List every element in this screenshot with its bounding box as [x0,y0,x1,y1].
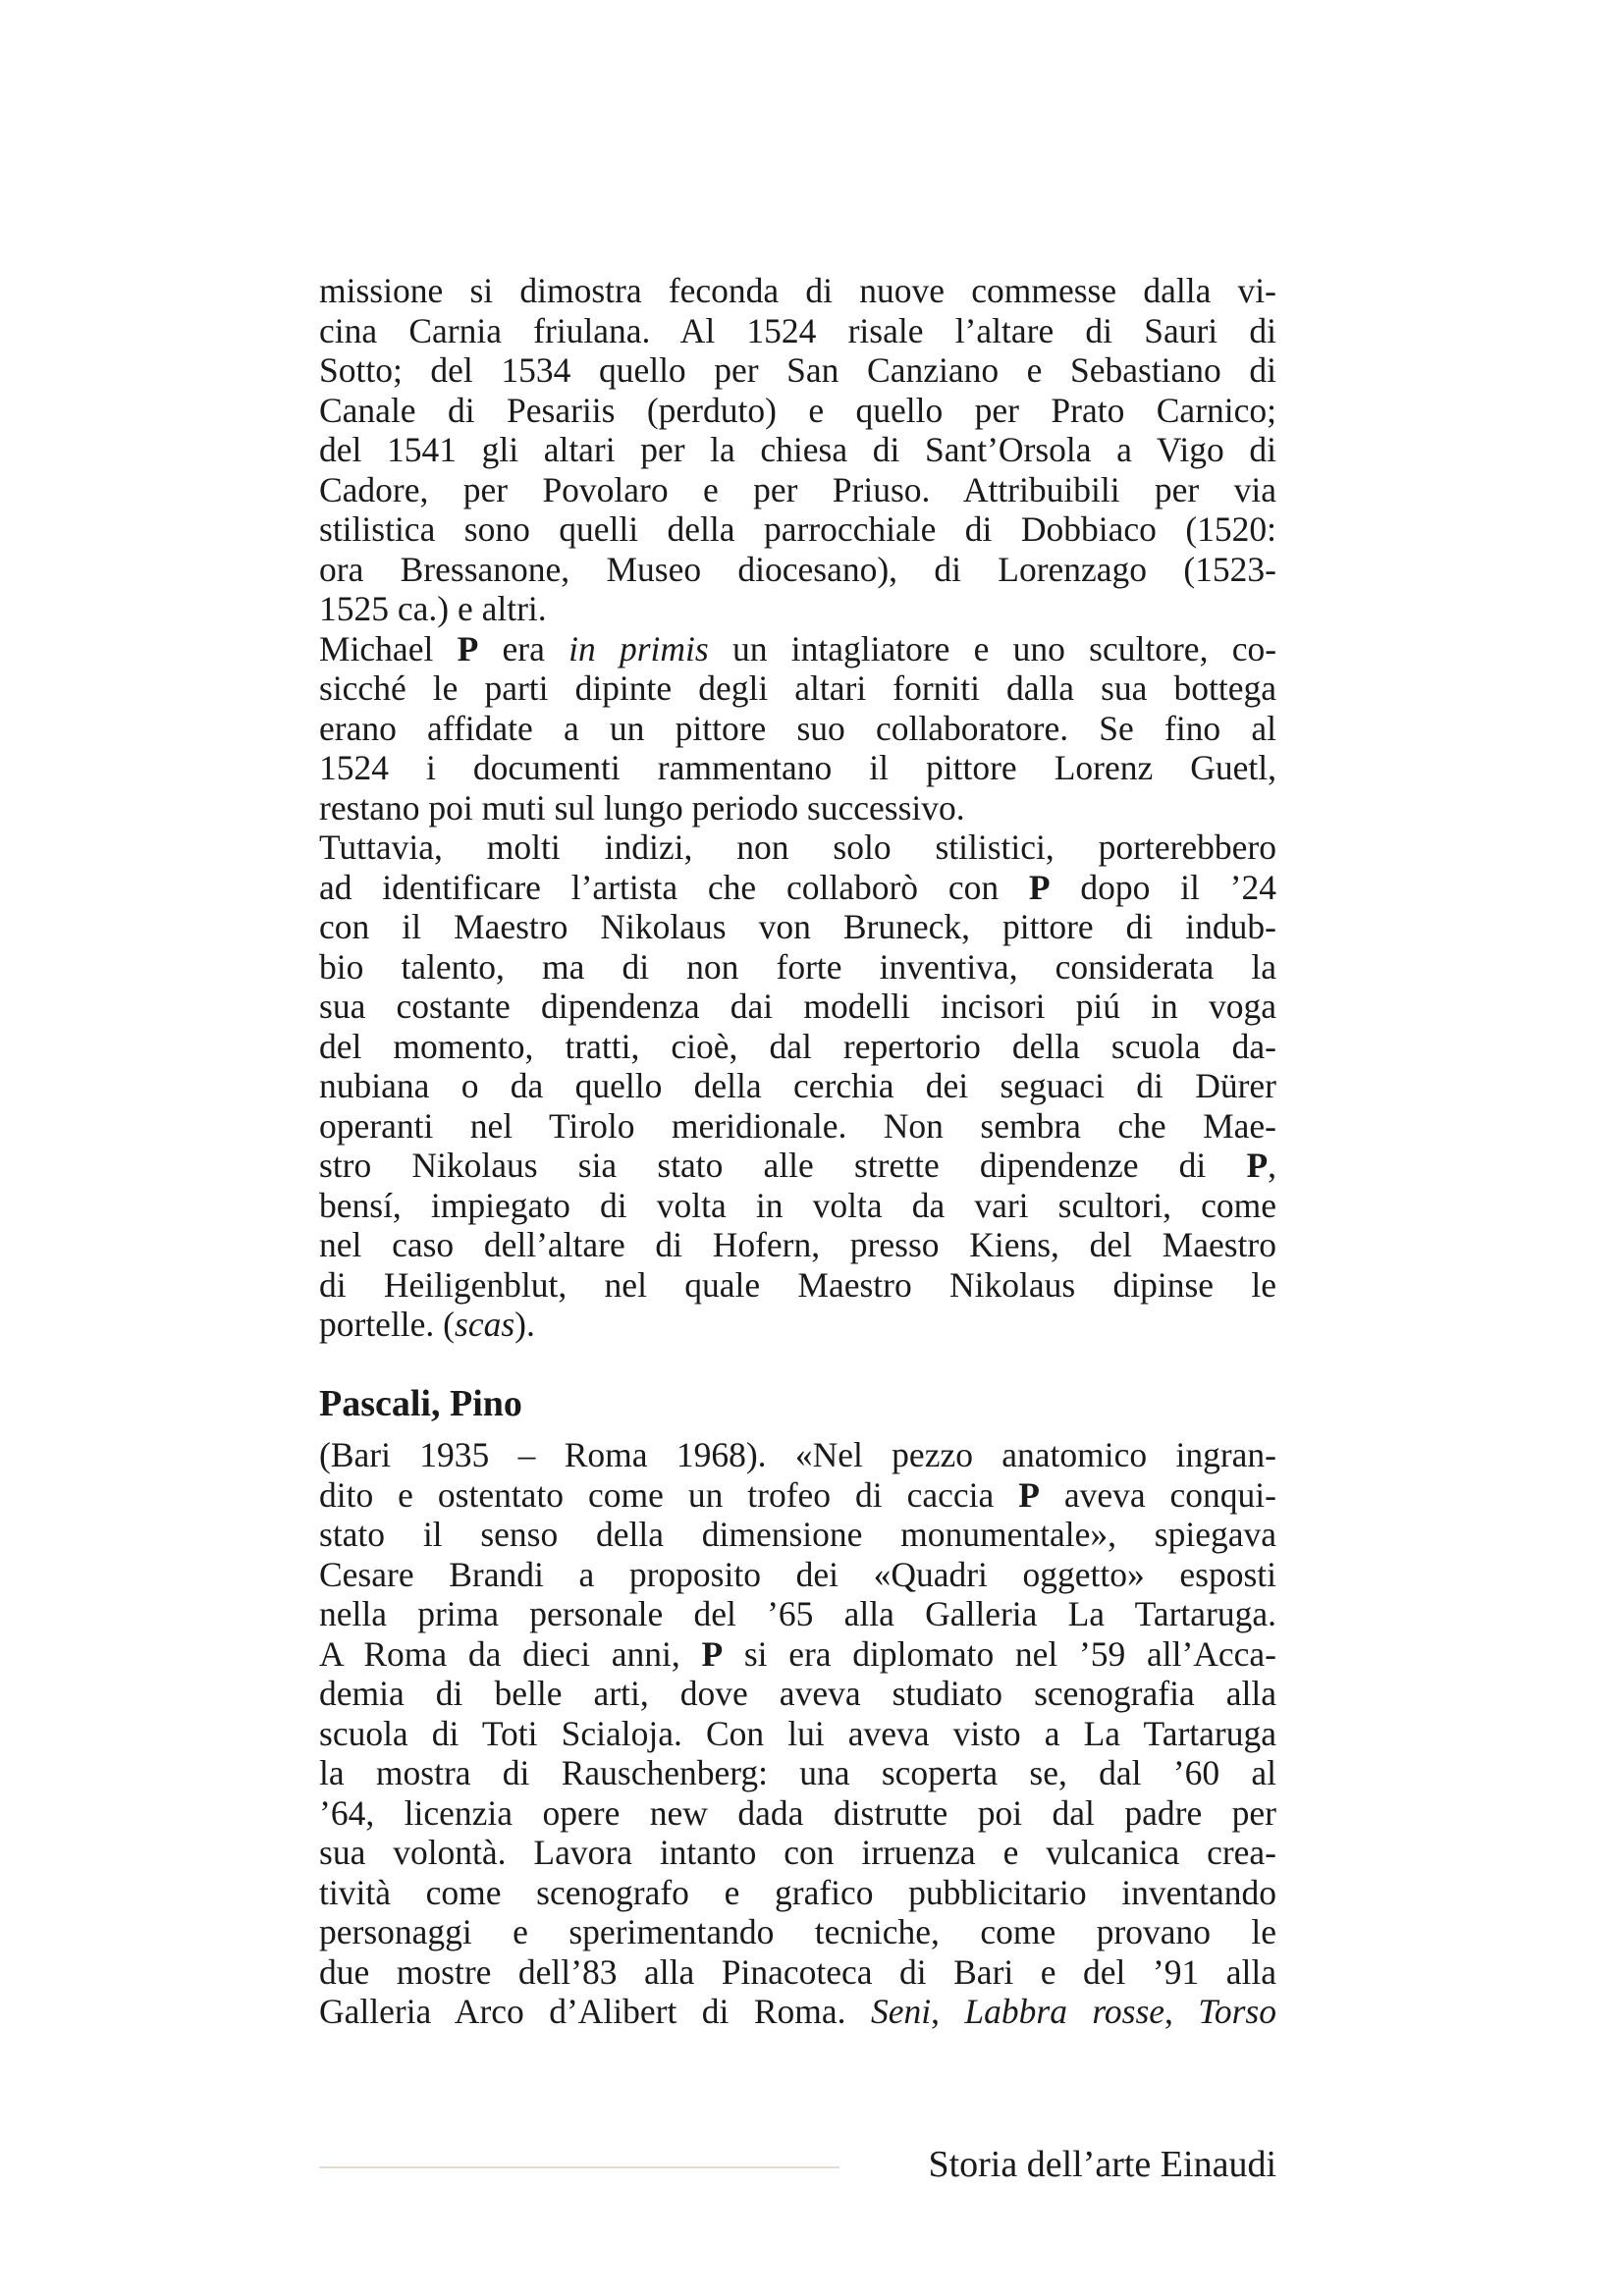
text-line: tività come scenografo e grafico pubblicitario inventando [319,1872,1276,1912]
text-line: dito e ostentato come un trofeo di caccia P aveva conqui- [319,1474,1276,1515]
text-line: stro Nikolaus sia stato alle strette dipendenze di P, [319,1146,1276,1185]
text-line: (Bari 1935 – Roma 1968). «Nel pezzo anatomico ingran- [319,1435,1276,1474]
text-line: stato il senso della dimensione monumentale», spiegava [319,1515,1276,1554]
text-line: demia di belle arti, dove aveva studiato scenografia alla [319,1674,1276,1713]
text-line: 1525 ca.) e altri. [319,589,547,628]
text-line: nella prima personale del ’65 alla Galleria La Tartaruga. [319,1594,1276,1633]
text-line: ad identificare l’artista che collaborò con P dopo il ’24 [319,867,1276,907]
paragraph-nikolaus [319,828,1276,1345]
text-line: A Roma da dieci anni, P si era diplomato nel ’59 all’Acca- [319,1633,1277,1674]
text-line: erano affidate a un pittore suo collaboratore. Se fino al [319,708,1276,748]
paragraph-pascali [319,1435,1276,2032]
text-line: sua volontà. Lavora intanto con irruenza e vulcanica crea- [319,1833,1276,1872]
text-line: personaggi e sperimentando tecniche, come provano le [319,1912,1276,1951]
bold-initial: P [1018,1474,1040,1515]
text-line: bio talento, ma di non forte inventiva, considerata la [319,946,1276,987]
article-body [319,271,1276,2032]
page-footer [319,2140,1276,2189]
text-line: portelle. (scas). [319,1305,535,1344]
paragraph-altari [319,271,1276,629]
bold-initial: P [1246,1146,1269,1185]
text-line: bensí, impiegato di volta in volta da vari scultori, come [319,1185,1276,1225]
text-line: Galleria Arco d’Alibert di Roma. Seni, Labbra rosse, Torso [319,1992,1276,2031]
text-line: ora Bressanone, Museo diocesano), di Lorenzago (1523- [319,549,1276,589]
text-line: del momento, tratti, cioè, dal repertorio della scuola da- [319,1026,1276,1066]
text-line: restano poi muti sul lungo periodo successivo. [319,787,965,828]
artwork-title: Torso [1198,1992,1276,2031]
text-line: nel caso dell’altare di Hofern, presso Kiens, del Maestro [319,1225,1276,1264]
italic-phrase: in primis [568,628,709,668]
text-line: Canale di Pesariis (perduto) e quello per Prato Carnico; [319,390,1276,430]
text-line: scuola di Toti Scialoja. Con lui aveva visto a La Tartaruga [319,1713,1276,1753]
text-line: Sotto; del 1534 quello per San Canziano e Sebastiano di [319,350,1276,390]
entry-title: Pascali, Pino [319,1382,522,1424]
text-line: 1524 i documenti rammentano il pittore Lorenz Guetl, [319,748,1276,787]
text-line: nubiana o da quello della cerchia dei seguaci di Dürer [319,1066,1276,1105]
text-line: con il Maestro Nikolaus von Bruneck, pittore di indub- [319,907,1276,946]
artwork-title: Seni [870,1992,932,2031]
text-line: sua costante dipendenza dai modelli incisori piú in voga [319,987,1276,1026]
bold-initial: P [1028,867,1051,907]
artwork-title: Labbra rosse [964,1992,1165,2031]
text-line: ’64, licenzia opere new dada distrutte poi dal padre per [319,1792,1276,1833]
text-line: due mostre dell’83 alla Pinacoteca di Bari e del ’91 alla [319,1951,1276,1992]
author-initials: scas [455,1305,515,1344]
paragraph-michael-p [319,629,1276,828]
text-line: missione si dimostra feconda di nuove commesse dalla vi- [319,271,1276,310]
footer-rule [319,2166,839,2168]
text-line: Michael P era in primis un intagliatore e uno scultore, co- [319,628,1277,668]
text-line: stilistica sono quelli della parrocchiale di Dobbiaco (1520: [319,509,1276,549]
text-line: Cesare Brandi a proposito dei «Quadri oggetto» esposti [319,1554,1276,1594]
text-line: di Heiligenblut, nel quale Maestro Nikolaus dipinse le [319,1264,1276,1305]
text-line: la mostra di Rauschenberg: una scoperta se, dal ’60 al [319,1753,1276,1792]
text-line: del 1541 gli altari per la chiesa di Sant’Orsola a Vigo di [319,430,1276,469]
text-line: Cadore, per Povolaro e per Priuso. Attribuibili per via [319,469,1276,509]
bold-initial: P [701,1633,724,1674]
footer-title: Storia dell’arte Einaudi [928,2144,1276,2185]
text-line: Tuttavia, molti indizi, non solo stilistici, porterebbero [319,828,1276,867]
text-line: operanti nel Tirolo meridionale. Non sembra che Mae- [319,1105,1276,1146]
text-line: sicché le parti dipinte degli altari forniti dalla sua bottega [319,668,1276,708]
bold-initial: P [457,628,479,668]
text-line: cina Carnia friulana. Al 1524 risale l’altare di Sauri di [319,310,1276,350]
